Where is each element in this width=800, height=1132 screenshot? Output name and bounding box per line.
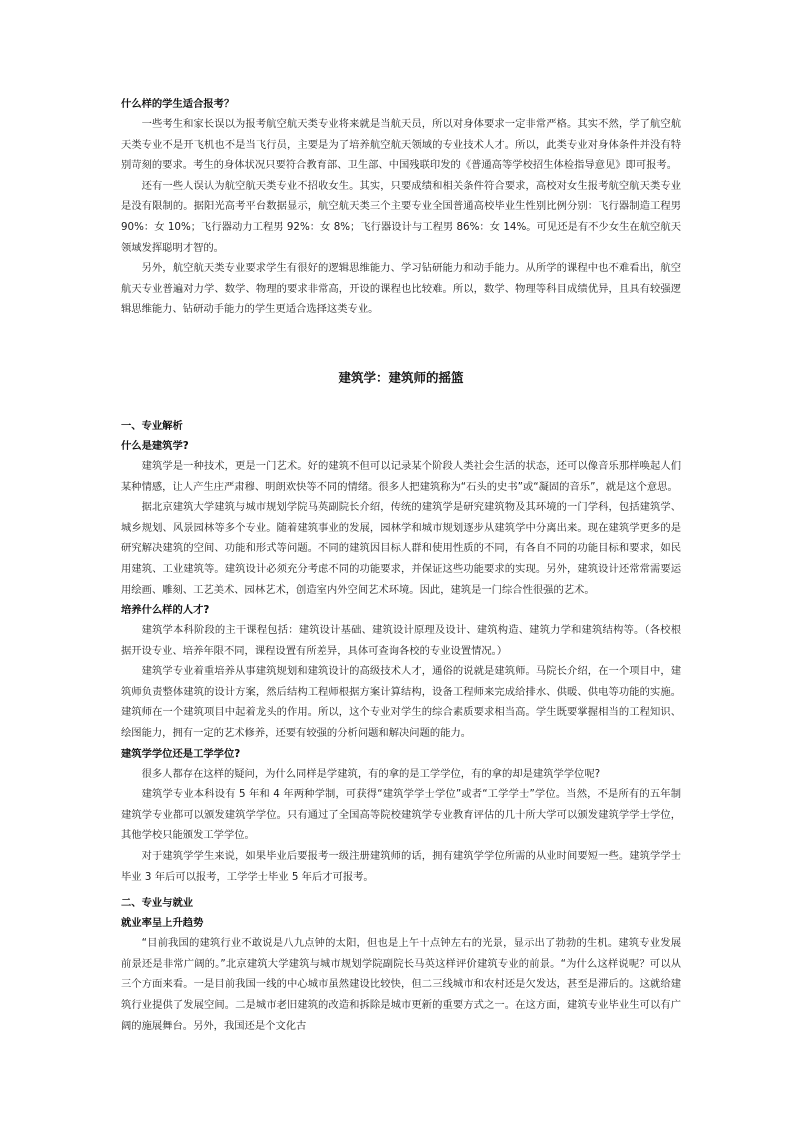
intro-heading: 什么样的学生适合报考？ <box>121 98 235 110</box>
body-paragraph: 对于建筑学学生来说，如果毕业后要报考一级注册建筑师的话，拥有建筑学学位所需的从业时间要短一些。建筑学学士毕业 3 年后可以报考，工学学士毕业 5 年后才可报考。 <box>121 850 681 883</box>
body-paragraph: 据北京建筑大学建筑与城市规划学院马英副院长介绍，传统的建筑学是研究建筑物及其环境的一门学科，包括建筑学、城乡规划、风景园林等多个专业。随着建筑事业的发展，园林学和城市规划逐步从建筑学中分离出来。现在建筑学更多的是研究解决建筑的空间、功能和形式等问题。不同的建筑因目标人群和使用性质的不同，有各自不同的功能目标和要求，如民用建筑、工业建筑等。建筑设计必须充分考虑不同的功能要求，并保证这些功能要求的实现。另外，建筑设计还常常需要运用绘画、雕刻、工艺美术、园林艺术，创造室内外空间艺术环境。因此，建筑是一门综合性很强的艺术。 <box>121 501 681 596</box>
body-paragraph: 很多人都存在这样的疑问，为什么同样是学建筑，有的拿的是工学学位，有的拿的却是建筑学学位呢? <box>141 767 601 780</box>
subheading-degree-type: 建筑学学位还是工学学位? <box>121 747 241 760</box>
subheading-talent-cultivation: 培养什么样的人才? <box>121 604 210 617</box>
intro-paragraph: 一些考生和家长误以为报考航空航天类专业将来就是当航天员，所以对身体要求一定非常严格。其实不然，学了航空航天类专业不是开飞机也不是当飞行员，主要是为了培养航空航天领域的专业技术人才。所以，此类专业对身体条件并没有特别苛刻的要求。考生的身体状况只要符合教育部、卫生部、中国残联印发的《普通高等学校招生体检指导意见》即可报考。 <box>121 118 681 172</box>
article-title: 建筑学：建筑师的摇篮 <box>338 369 464 385</box>
section-heading-analysis: 一、专业解析 <box>121 419 183 432</box>
subheading-employment-rate: 就业率呈上升趋势 <box>121 917 204 930</box>
intro-paragraph: 另外，航空航天类专业要求学生有很好的逻辑思维能力、学习钻研能力和动手能力。从所学的课程中也不难看出，航空航天专业普遍对力学、数学、物理的要求非常高，开设的课程也比较难。所以，数学、物理等科目成绩优异，且具有较强逻辑思维能力、钻研动手能力的学生更适合选择这类专业。 <box>121 262 681 316</box>
document-page <box>121 94 681 1036</box>
body-paragraph: “目前我国的建筑行业不敢说是八九点钟的太阳，但也是上午十点钟左右的光景，显示出了勃勃的生机。建筑专业发展前景还是非常广阔的。”北京建筑大学建筑与城市规划学院副院长马英这样评价建筑专业的前景。“为什么这样说呢？可以从三个方面来看。一是目前我国一线的中心城市虽然建设比较快，但二三线城市和农村还是欠发达，甚至是滞后的。这就给建筑行业提供了发展空间。二是城市老旧建筑的改造和拆除是城市更新的重要方式之一。在这方面，建筑专业毕业生可以有广阔的施展舞台。另外，我国还是个文化古 <box>121 937 681 1032</box>
body-paragraph: 建筑学是一种技术，更是一门艺术。好的建筑不但可以记录某个阶段人类社会生活的状态，还可以像音乐那样唤起人们某种情感，让人产生庄严肃穆、明朗欢快等不同的情绪。很多人把建筑称为“石头的史书”或“凝固的音乐”，就是这个意思。 <box>121 459 681 493</box>
subheading-what-is-architecture: 什么是建筑学? <box>121 439 189 452</box>
intro-paragraph: 还有一些人误认为航空航天类专业不招收女生。其实，只要成绩和相关条件符合要求，高校对女生报考航空航天类专业是没有限制的。据阳光高考平台数据显示，航空航天类三个主要专业全国普通高校毕业生性别比例分别：飞行器制造工程男 90%：女 10%；飞行器动力工程男 92%：女 8%；飞行器设计与工程男 86%：女 14%。可见还是有不少女生在航空航天领域发挥聪明才智的。 <box>121 179 681 254</box>
body-paragraph: 建筑学本科阶段的主干课程包括：建筑设计基础、建筑设计原理及设计、建筑构造、建筑力学和建筑结构等。（各校根据开设专业、培养年限不同，课程设置有所差异，具体可查询各校的专业设置情况。） <box>121 624 681 657</box>
section-heading-employment: 二、专业与就业 <box>121 897 194 910</box>
body-paragraph: 建筑学专业着重培养从事建筑规划和建筑设计的高级技术人才，通俗的说就是建筑师。马院长介绍，在一个项目中，建筑师负责整体建筑的设计方案，然后结构工程师根据方案计算结构，设备工程师来完成给排水、供暖、供电等功能的实施。建筑师在一个建筑项目中起着龙头的作用。所以，这个专业对学生的综合素质要求相当高。学生既要掌握相当的工程知识、绘图能力，拥有一定的艺术修养，还要有较强的分析问题和解决问题的能力。 <box>121 665 681 740</box>
body-paragraph: 建筑学专业本科设有 5 年和 4 年两种学制，可获得“建筑学学士学位”或者“工学学士”学位。当然，不是所有的五年制建筑学专业都可以颁发建筑学学位。只有通过了全国高等院校建筑学专业教育评估的几十所大学可以颁发建筑学学士学位，其他学校只能颁发工学学位。 <box>121 788 681 842</box>
